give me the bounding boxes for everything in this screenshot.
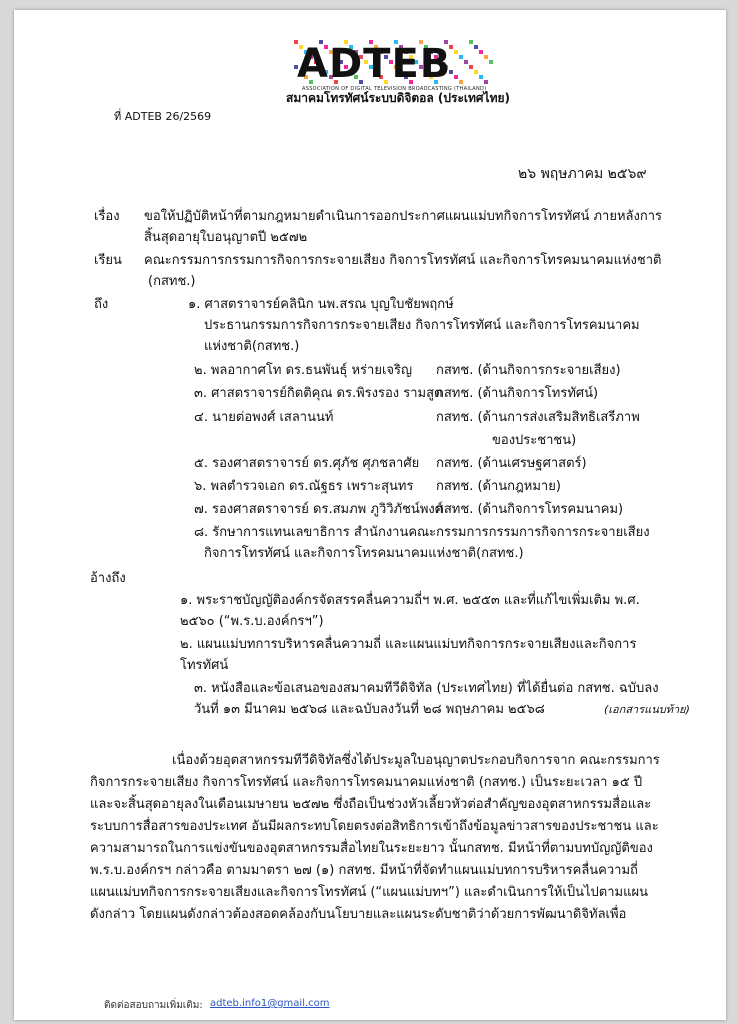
cc-item: ๓. ศาสตราจารย์กิตติคุณ ดร.พิรงรอง รามสูต xyxy=(194,386,443,401)
ref-line: ๒๕๖๐ (“พ.ร.บ.องค์กรฯ”) xyxy=(180,614,324,629)
cc-item-role: กสทช. (ด้านการส่งเสริมสิทธิเสรีภาพ xyxy=(436,410,640,425)
cc-item: ๔. นายต่อพงศ์ เสลานนท์ xyxy=(194,410,334,425)
logo-dot xyxy=(484,80,488,84)
logo-dot xyxy=(474,45,478,49)
logo-dot xyxy=(464,60,468,64)
logo-wordmark: ADTEB xyxy=(297,41,452,87)
to-line-2: (กสทช.) xyxy=(148,274,196,289)
logo-dot xyxy=(469,65,473,69)
refs-label: อ้างถึง xyxy=(90,571,126,586)
footer-email-link[interactable]: adteb.info1@gmail.com xyxy=(210,998,330,1009)
subject-line-2: สิ้นสุดอายุใบอนุญาตปี ๒๕๗๒ xyxy=(144,230,308,245)
cc-item: ประธานกรรมการกิจการกระจายเสียง กิจการโทรทัศน์ และกิจการโทรคมนาคม xyxy=(204,318,640,333)
cc-item-role: กสทช. (ด้านกฎหมาย) xyxy=(436,479,561,494)
body-line: ความสามารถในการแข่งขันของอุตสาหกรรมสื่อไทยในระยะยาว นั้นกสทช. มีหน้าที่ตามบทบัญญัติของ xyxy=(90,841,653,856)
to-label: เรียน xyxy=(94,253,122,268)
logo-dot xyxy=(454,50,458,54)
subject-line-1: ขอให้ปฏิบัติหน้าที่ตามกฎหมายดำเนินการออกประกาศแผนแม่บทกิจการโทรทัศน์ ภายหลังการ xyxy=(144,209,663,224)
logo-thai-name: สมาคมโทรทัศน์ระบบดิจิตอล (ประเทศไทย) xyxy=(286,91,511,105)
logo-dot xyxy=(484,55,488,59)
ref-attachment-note: (เอกสารแนบท้าย) xyxy=(604,703,690,716)
footer-contact-label: ติดต่อสอบถามเพิ่มเติม: xyxy=(104,1000,203,1011)
cc-item: ๕. รองศาสตราจารย์ ดร.ศุภัช ศุภชลาศัย xyxy=(194,456,420,471)
ref-line: ๑. พระราชบัญญัติองค์กรจัดสรรคลื่นความถี่ฯ พ.ศ. ๒๕๕๓ และที่แก้ไขเพิ่มเติม พ.ศ. xyxy=(180,593,640,608)
letter-date: ๒๖ พฤษภาคม ๒๕๖๙ xyxy=(518,166,647,182)
to-line-1: คณะกรรมการกรรมการกิจการกระจายเสียง กิจการโทรทัศน์ และกิจการโทรคมนาคมแห่งชาติ xyxy=(144,253,662,268)
logo-dot xyxy=(479,75,483,79)
cc-item-role: กสทช. (ด้านกิจการโทรทัศน์) xyxy=(436,386,599,401)
body-line: ดังกล่าว โดยแผนดังกล่าวต้องสอดคล้องกับนโยบายและแผนระดับชาติว่าด้วยการพัฒนาดิจิทัลเพื่อ xyxy=(90,907,627,922)
logo-dot xyxy=(459,80,463,84)
body-line: เนื่องด้วยอุตสาหกรรมทีวีดิจิทัลซึ่งได้ประมูลใบอนุญาตประกอบกิจการจาก คณะกรรมการ xyxy=(172,753,660,768)
logo-dot xyxy=(459,55,463,59)
ref-line: ๓. หนังสือและข้อเสนอของสมาคมทีวีดิจิทัล (ประเทศไทย) ที่ได้ยื่นต่อ กสทช. ฉบับลง xyxy=(194,681,659,696)
cc-item: กิจการโทรทัศน์ และกิจการโทรคมนาคมแห่งชาติ(กสทช.) xyxy=(204,546,524,561)
cc-item: แห่งชาติ(กสทช.) xyxy=(204,339,300,354)
body-line: แผนแม่บทกิจการกระจายเสียงและกิจการโทรทัศน์ (“แผนแม่บทฯ”) และดำเนินการให้เป็นไปตามแผน xyxy=(90,885,648,900)
ref-line: โทรทัศน์ xyxy=(180,658,229,673)
cc-item-role: กสทช. (ด้านกิจการกระจายเสียง) xyxy=(436,363,621,378)
cc-item: ๗. รองศาสตราจารย์ ดร.สมภพ ภูวิวิภัชน์พงศ์ xyxy=(194,502,443,517)
body-line: กิจการกระจายเสียง กิจการโทรทัศน์ และกิจการโทรคมนาคมแห่งชาติ (กสทช.) เป็นระยะเวลา ๑๕ ปี xyxy=(90,775,643,790)
logo-dot xyxy=(469,40,473,44)
logo-dot xyxy=(454,75,458,79)
cc-item: ๒. พลอากาศโท ดร.ธนพันธุ์ หร่ายเจริญ xyxy=(194,363,413,378)
cc-item-role: กสทช. (ด้านกิจการโทรคมนาคม) xyxy=(436,502,624,517)
cc-item: ๖. พลตำรวจเอก ดร.ณัฐธร เพราะสุนทร xyxy=(194,479,414,494)
cc-item-role: กสทช. (ด้านเศรษฐศาสตร์) xyxy=(436,456,587,471)
logo-subtitle: ASSOCIATION OF DIGITAL TELEVISION BROADCASTING (THAILAND) xyxy=(302,86,487,92)
logo-dot xyxy=(479,50,483,54)
body-line: ระบบการสื่อสารของประเทศ อันมีผลกระทบโดยตรงต่อสิทธิการเข้าถึงข้อมูลข่าวสารของประชาชน และ xyxy=(90,819,659,834)
body-line: พ.ร.บ.องค์กรฯ กล่าวคือ ตามมาตรา ๒๗ (๑) กสทช. มีหน้าที่จัดทำแผนแม่บทการบริหารคลื่นความถี่ xyxy=(90,863,638,878)
ref-line: วันที่ ๑๓ มีนาคม ๒๕๖๘ และฉบับลงวันที่ ๒๘ พฤษภาคม ๒๕๖๘ xyxy=(194,702,545,717)
logo-dot xyxy=(474,70,478,74)
cc-item: ๑. ศาสตราจารย์คลินิก นพ.สรณ บุญใบชัยพฤกษ์ xyxy=(188,297,454,312)
reference-number: ที่ ADTEB 26/2569 xyxy=(114,110,212,123)
letter-page xyxy=(14,10,726,1020)
body-line: และจะสิ้นสุดอายุลงในเดือนเมษายน ๒๕๗๒ ซึ่งถือเป็นช่วงหัวเลี้ยวหัวต่อสำคัญของอุตสาหกรรมสื่อและ xyxy=(90,797,652,812)
cc-item: ของประชาชน) xyxy=(492,433,577,448)
subject-label: เรื่อง xyxy=(94,209,120,224)
ref-line: ๒. แผนแม่บทการบริหารคลื่นความถี่ และแผนแม่บทกิจการกระจายเสียงและกิจการ xyxy=(180,637,637,652)
cc-label: ถึง xyxy=(94,297,109,312)
logo-dot xyxy=(489,60,493,64)
cc-item: ๘. รักษาการแทนเลขาธิการ สำนักงานคณะกรรมการกรรมการกิจการกระจายเสียง xyxy=(194,525,650,540)
